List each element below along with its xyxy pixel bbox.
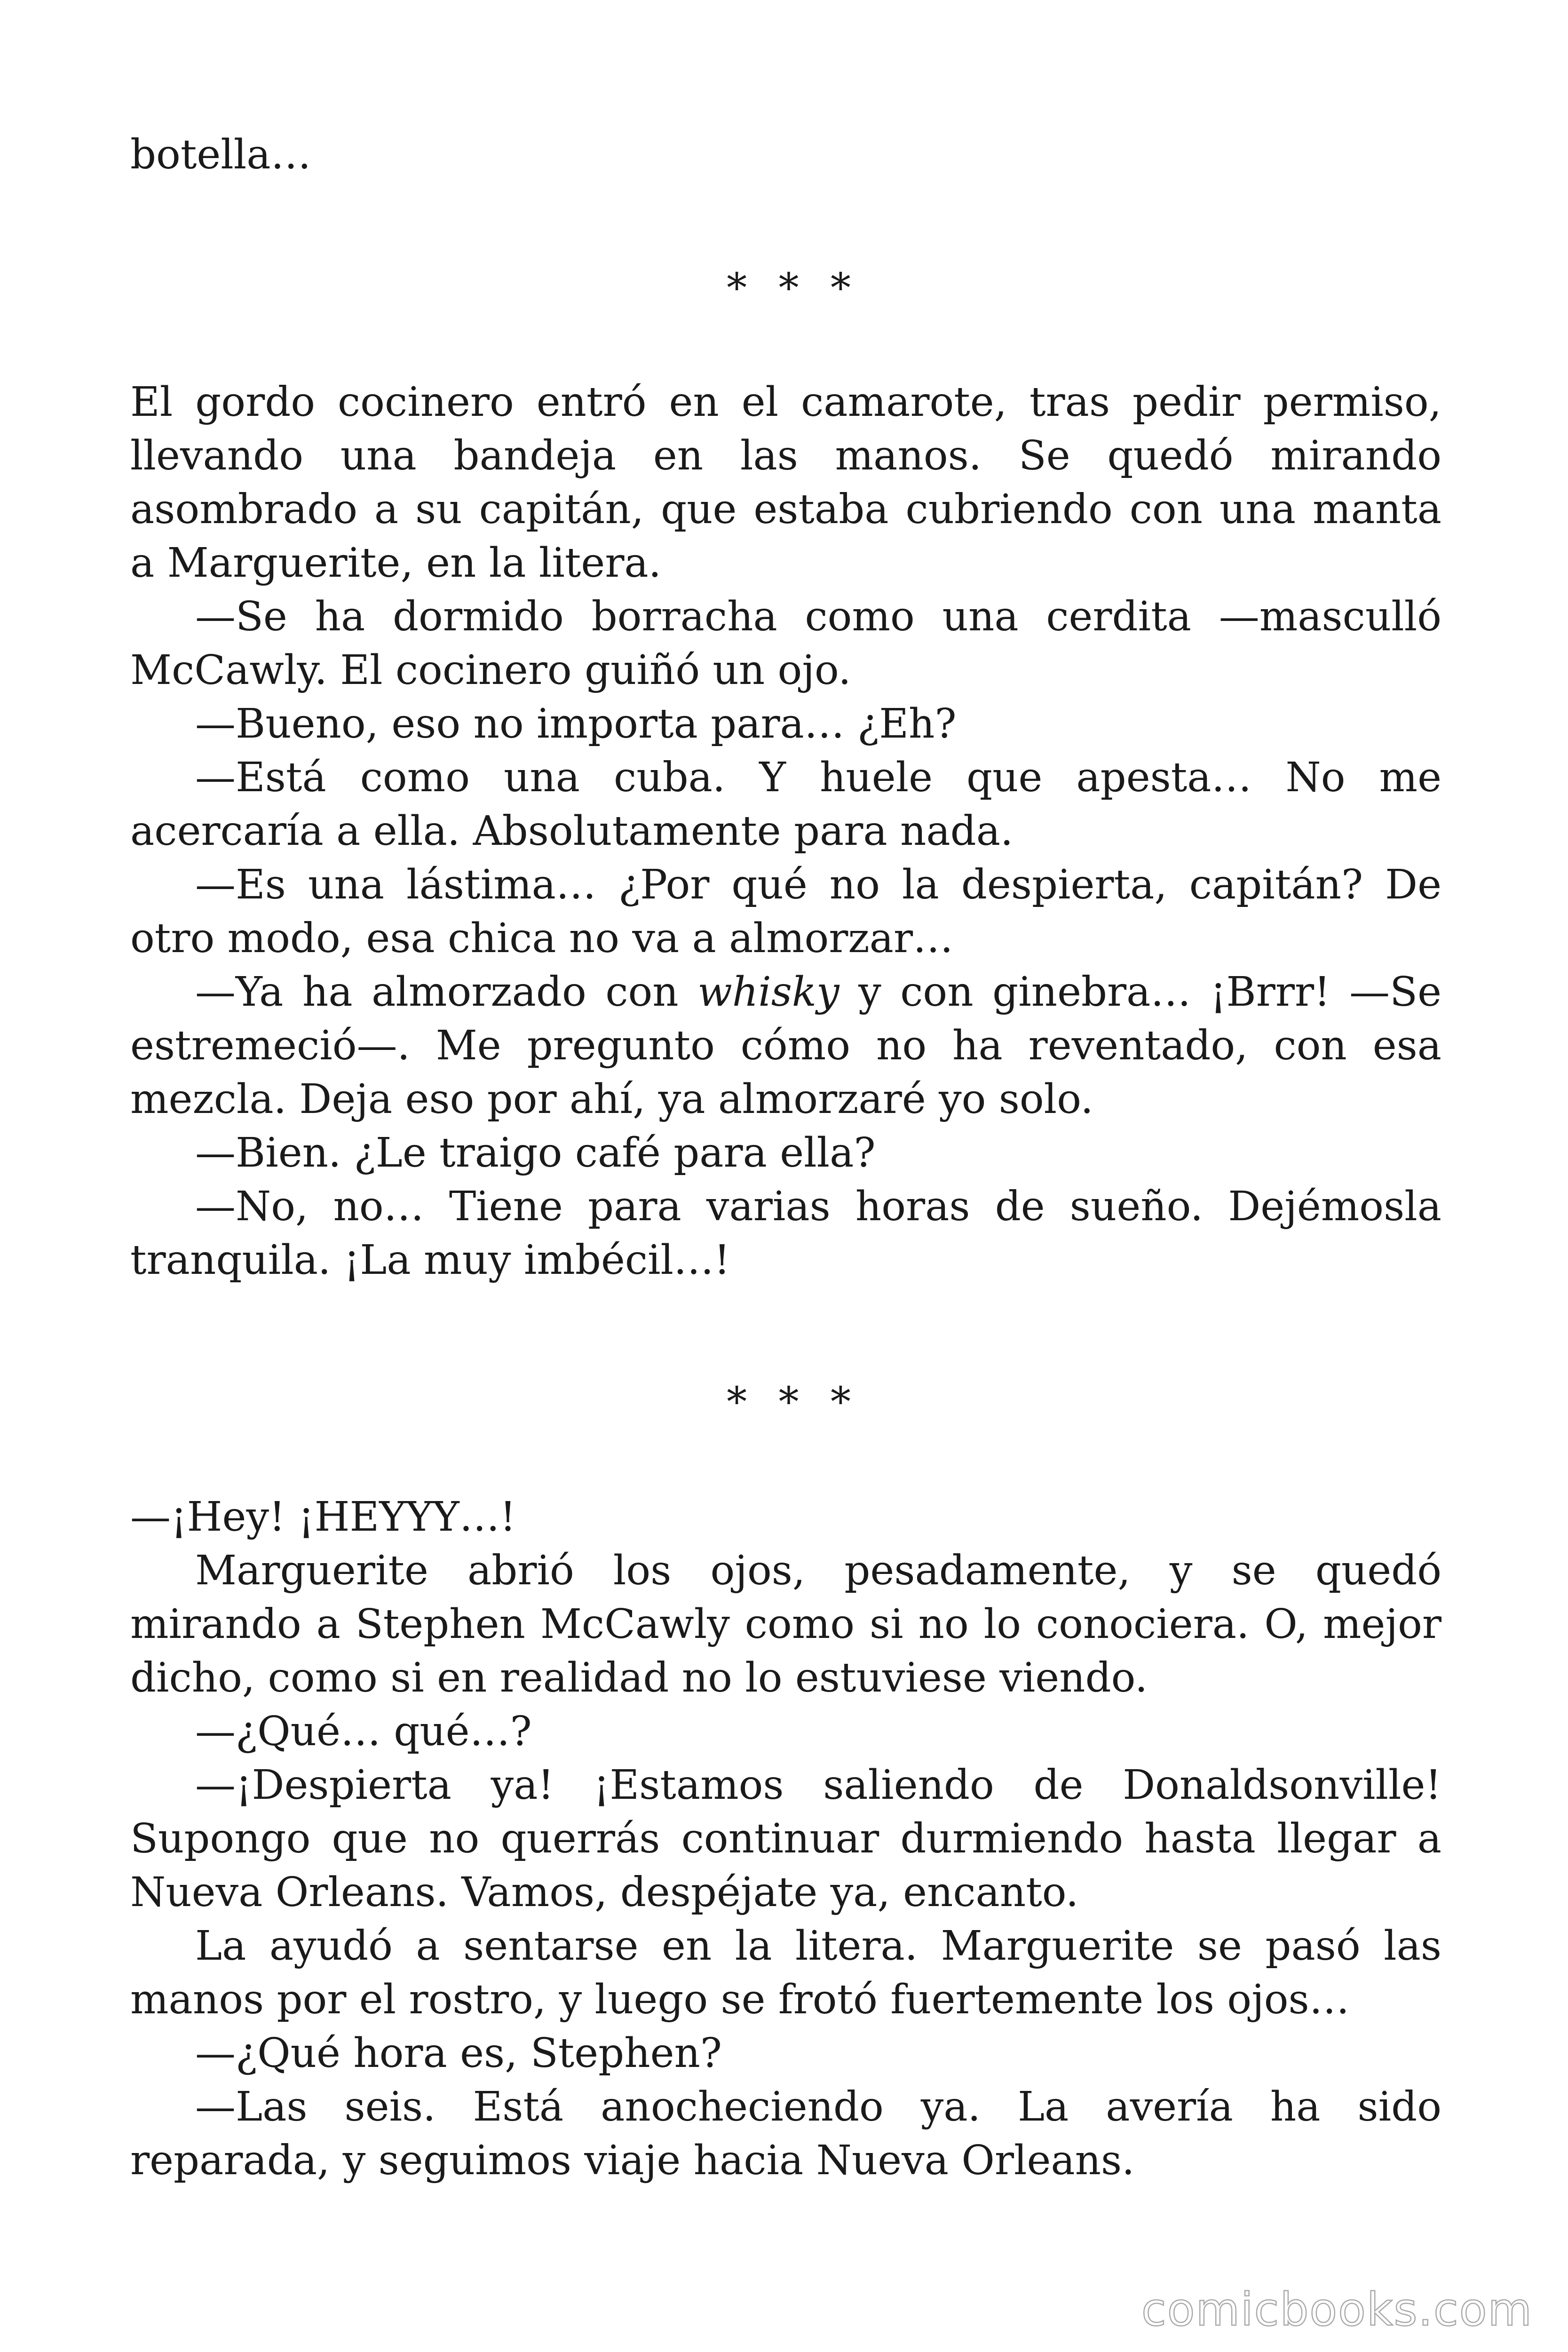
text-run: y con ginebra… ¡Brrr! —Se estremeció—. Me pregunto cómo no ha reventado, con esa mezcla. Deja eso por ahí, ya almorzaré yo solo. bbox=[130, 969, 1441, 1123]
paragraph: —¡Despierta ya! ¡Estamos saliendo de Donaldsonville! Supongo que no querrás continuar durmiendo hasta llegar a Nueva Orleans. Vamos, despéjate ya, encanto. bbox=[130, 1762, 1441, 1916]
paragraph: Marguerite abrió los ojos, pesadamente, y se quedó mirando a Stephen McCawly como si no lo conociera. O, mejor dicho, como si en realidad no lo estuviese viendo. bbox=[130, 1547, 1441, 1701]
paragraph: —¿Qué… qué…? bbox=[195, 1708, 532, 1755]
paragraph-whisky bbox=[130, 965, 1441, 1126]
scene-separator: * * * bbox=[727, 265, 860, 312]
paragraph-fragment: botella… bbox=[130, 131, 311, 178]
paragraph: —Las seis. Está anocheciendo ya. La avería ha sido reparada, y seguimos viaje hacia Nueva Orleans. bbox=[130, 2083, 1441, 2184]
scene-separator: * * * bbox=[727, 1379, 860, 1426]
paragraph: —¿Qué hora es, Stephen? bbox=[195, 2030, 722, 2077]
italic-word: whisky bbox=[697, 969, 839, 1016]
paragraph: —No, no… Tiene para varias horas de sueño. Dejémosla tranquila. ¡La muy imbécil…! bbox=[130, 1183, 1441, 1284]
section-one bbox=[130, 375, 1441, 1287]
text-run: —Ya ha almorzado con bbox=[195, 969, 698, 1016]
paragraph: —Es una lástima… ¿Por qué no la despierta, capitán? De otro modo, esa chica no va a almorzar… bbox=[130, 861, 1441, 962]
paragraph: La ayudó a sentarse en la litera. Marguerite se pasó las manos por el rostro, y luego se frotó fuertemente los ojos… bbox=[130, 1923, 1441, 2023]
paragraph: —Está como una cuba. Y huele que apesta… No me acercaría a ella. Absolutamente para nada. bbox=[130, 754, 1441, 855]
paragraph: —Se ha dormido borracha como una cerdita —masculló McCawly. El cocinero guiñó un ojo. bbox=[130, 593, 1441, 694]
paragraph: —¡Hey! ¡HEYYY…! bbox=[130, 1494, 516, 1541]
section-two bbox=[130, 1490, 1441, 2187]
paragraph: —Bien. ¿Le traigo café para ella? bbox=[195, 1129, 876, 1176]
watermark-logo: comicbooks.com bbox=[1141, 2283, 1533, 2336]
paragraph: El gordo cocinero entró en el camarote, tras pedir permiso, llevando una bandeja en las manos. Se quedó mirando asombrado a su capitán, que estaba cubriendo con una manta a Marguerite, en la litera. bbox=[130, 379, 1441, 587]
paragraph: —Bueno, eso no importa para… ¿Eh? bbox=[195, 700, 957, 747]
opening-fragment bbox=[130, 128, 1441, 182]
